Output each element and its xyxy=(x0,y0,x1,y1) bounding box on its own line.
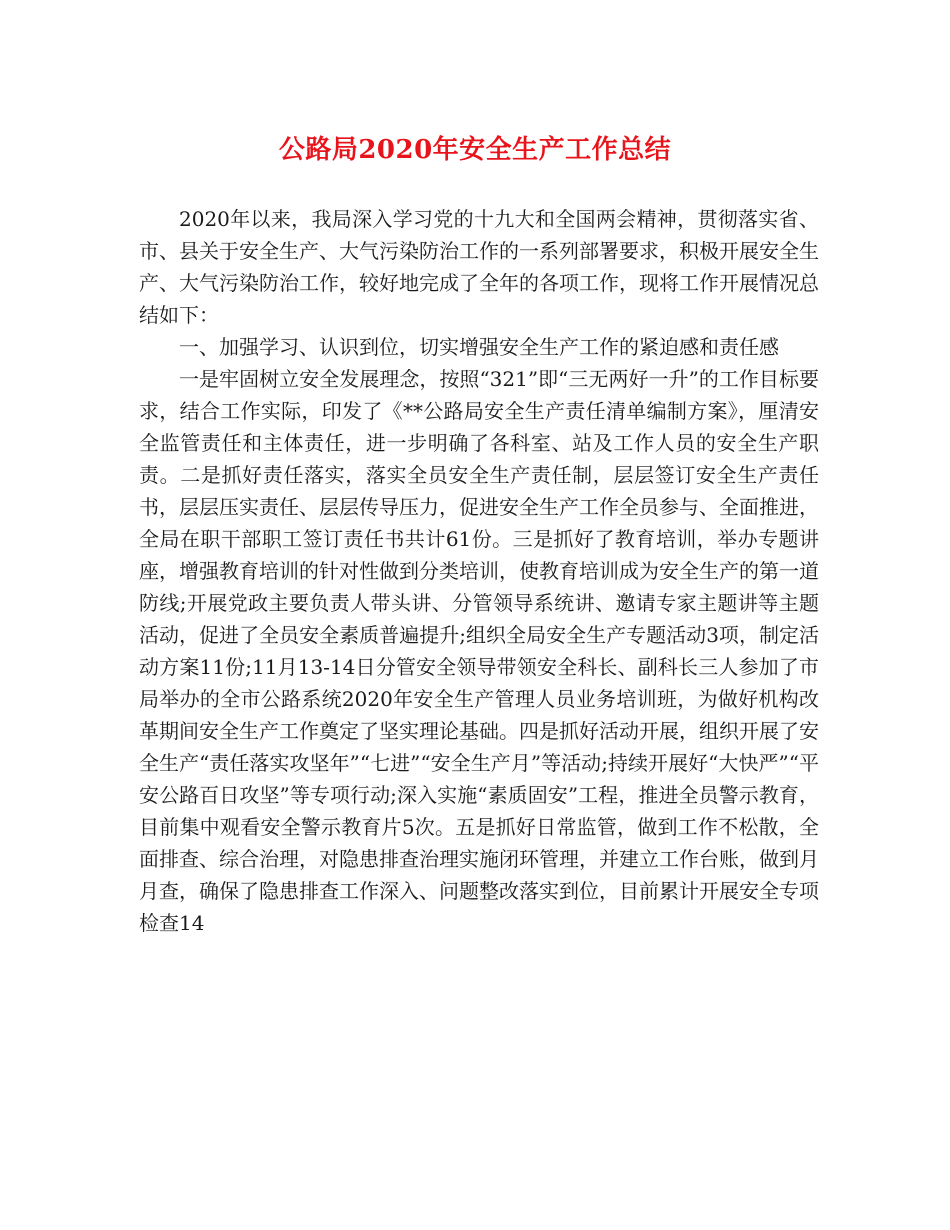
intro-paragraph: 2020年以来，我局深入学习党的十九大和全国两会精神，贯彻落实省、市、县关于安全生产、大气污染防治工作的一系列部署要求，积极开展安全生产、大气污染防治工作，较好地完成了全年的各项工作，现将工作开展情况总结如下： xyxy=(139,207,819,327)
document-title: 公路局2020年安全生产工作总结 xyxy=(278,135,672,165)
document-body xyxy=(139,203,819,939)
section-heading-1: 一、加强学习、认识到位，切实增强安全生产工作的紧迫感和责任感 xyxy=(179,335,779,359)
section-1-paragraph: 一是牢固树立安全发展理念，按照“321”即“三无两好一升”的工作目标要求，结合工作实际，印发了《**公路局安全生产责任清单编制方案》，厘清安全监管责任和主体责任，进一步明确了各科室、站及工作人员的安全生产职责。二是抓好责任落实，落实全员安全生产责任制，层层签订安全生产责任书，层层压实责任、层层传导压力，促进安全生产工作全员参与、全面推进，全局在职干部职工签订责任书共计61份。三是抓好了教育培训，举办专题讲座，增强教育培训的针对性做到分类培训，使教育培训成为安全生产的第一道防线;开展党政主要负责人带头讲、分管领导系统讲、邀请专家主题讲等主题活动，促进了全员安全素质普遍提升;组织全局安全生产专题活动3项，制定活动方案11份;11月13-14日分管安全领导带领安全科长、副科长三人参加了市局举办的全市公路系统2020年安全生产管理人员业务培训班，为做好机构改革期间安全生产工作奠定了坚实理论基础。四是抓好活动开展，组织开展了安全生产“责任落实攻坚年”“七进”“安全生产月”等活动;持续开展好“大快严”“平安公路百日攻坚”等专项行动;深入实施“素质固安”工程，推进全员警示教育，目前集中观看安全警示教育片5次。五是抓好日常监管，做到工作不松散，全面排查、综合治理，对隐患排查治理实施闭环管理，并建立工作台账，做到月月查，确保了隐患排查工作深入、问题整改落实到位，目前累计开展安全专项检查14 xyxy=(139,367,819,935)
